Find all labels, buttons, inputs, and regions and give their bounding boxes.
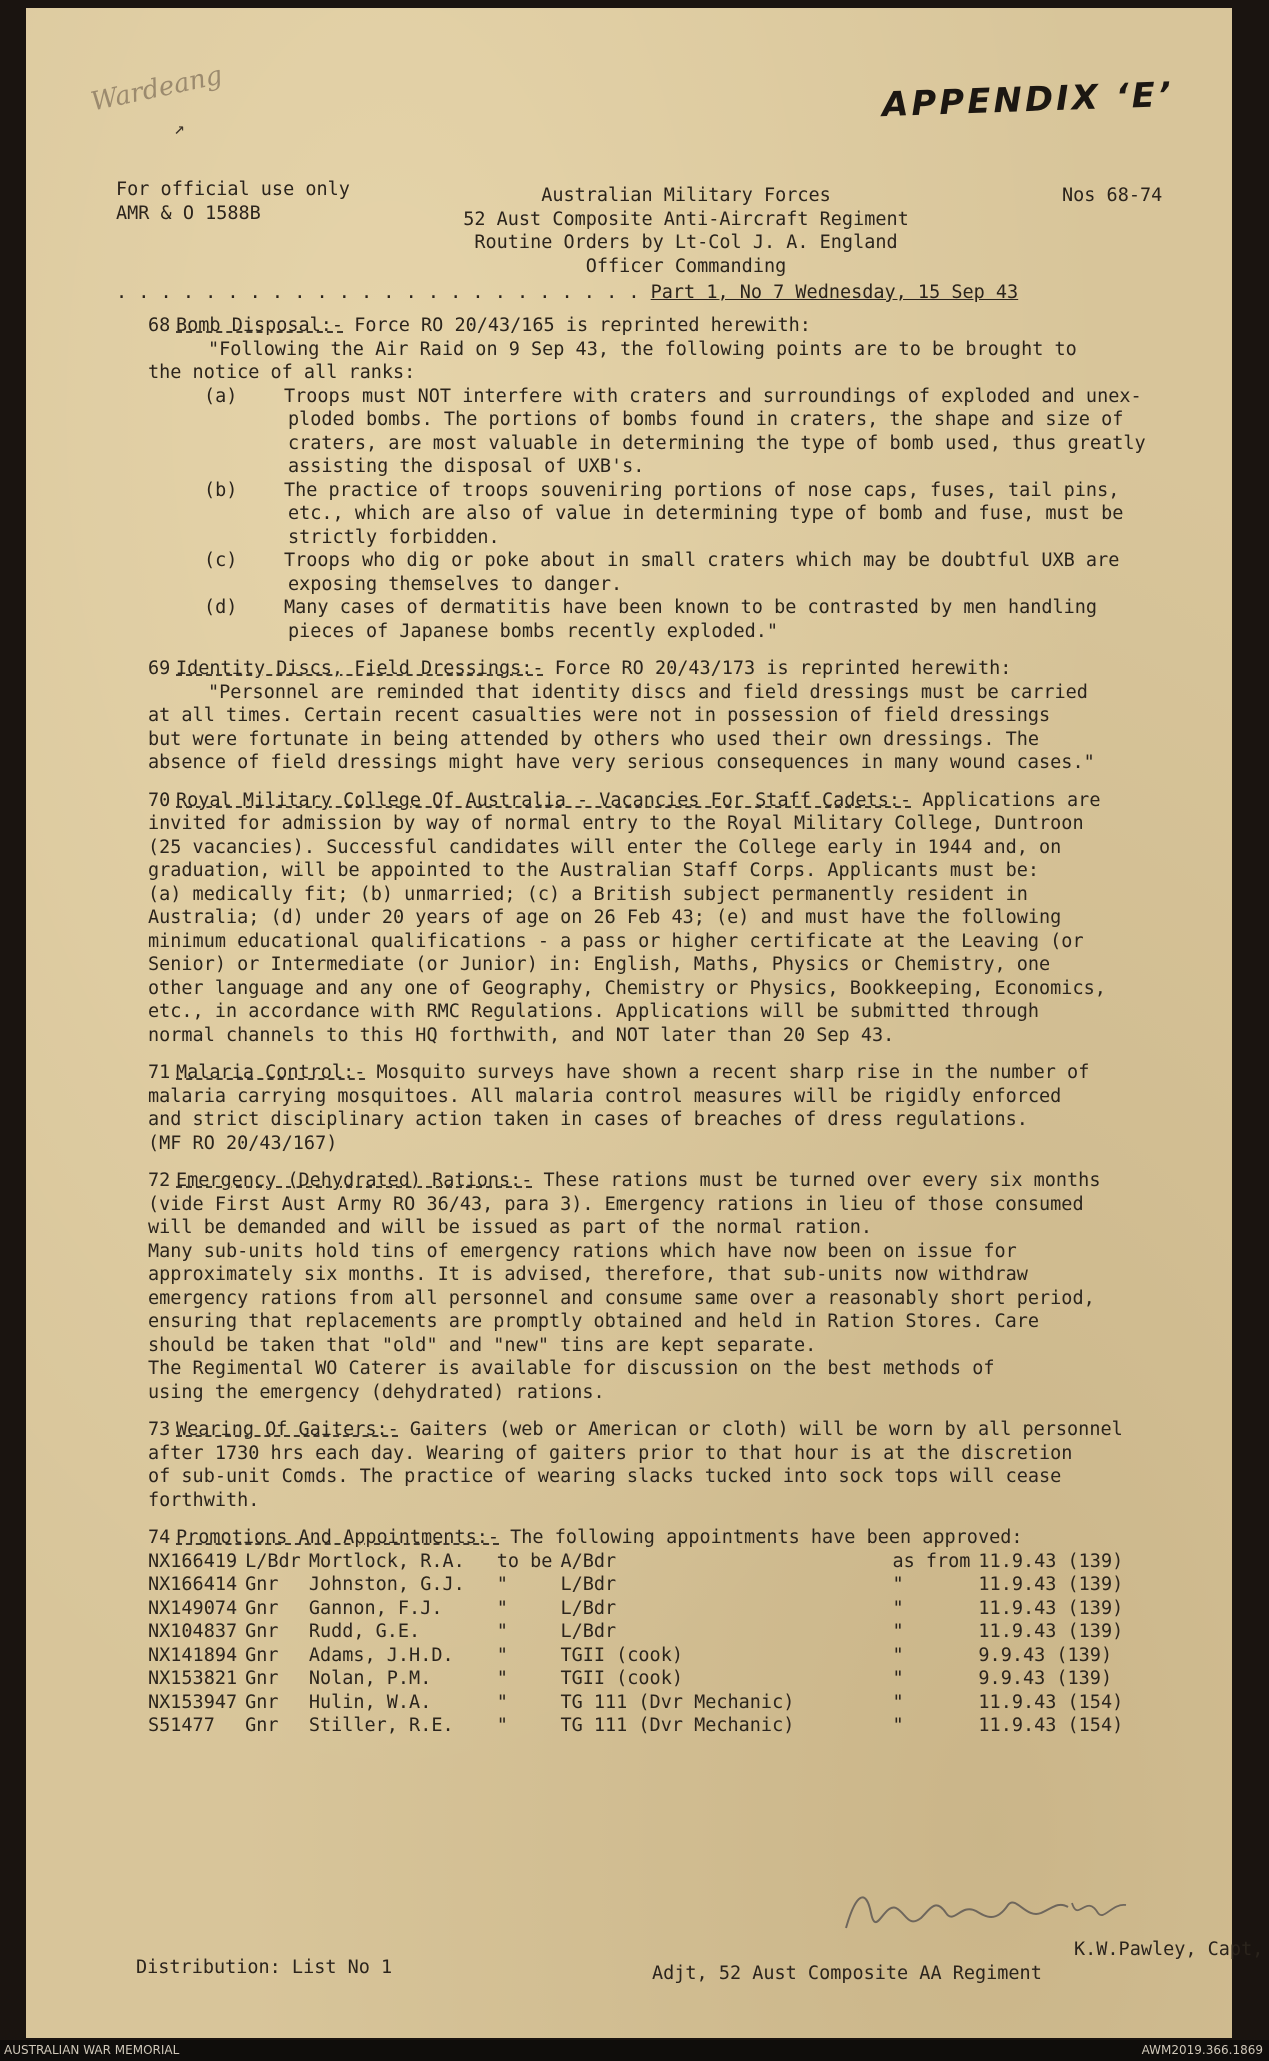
member-name: Johnston, G.J. xyxy=(308,1574,465,1595)
rank: L/Bdr xyxy=(245,1550,301,1572)
item-title: Emergency (Dehydrated) Rations:- xyxy=(176,1170,533,1191)
item-number: 71 xyxy=(148,1062,171,1083)
as-from: " xyxy=(892,1644,904,1666)
item-number: 69 xyxy=(148,658,171,679)
sub-item xyxy=(148,385,1248,409)
text-line: other language and any one of Geography, Chemistry or Physics, Bookkeeping, Economics, xyxy=(148,977,1106,999)
as-from: " xyxy=(892,1715,904,1736)
to-be: " xyxy=(496,1597,508,1619)
form-number: AMR & O 1588B xyxy=(116,202,261,224)
appointment: L/Bdr xyxy=(560,1621,617,1642)
item-intro: Gaiters (web or American or cloth) will be worn by all personnel xyxy=(398,1419,1123,1440)
text-line: (25 vacancies). Successful candidates will enter the College early in 1944 and, on xyxy=(148,836,1062,858)
item-title: Wearing Of Gaiters:- xyxy=(176,1419,399,1440)
text-line: at all times. Certain recent casualties were not in possession of field dressings xyxy=(148,705,1051,726)
effective-date: 11.9.43 (139) xyxy=(978,1597,1124,1619)
text-line: minimum educational qualifications - a pass or higher certificate at the Leaving (or xyxy=(148,930,1084,952)
text-line: should be taken that "old" and "new" tins are kept separate. xyxy=(148,1334,817,1356)
header-line: Routine Orders by Lt-Col J. A. England xyxy=(474,232,898,253)
orders-body xyxy=(148,314,1248,1752)
rank: Gnr xyxy=(245,1715,279,1736)
to-be: " xyxy=(496,1644,508,1666)
member-name: Nolan, P.M. xyxy=(308,1668,432,1689)
appointment: TG 111 (Dvr Mechanic) xyxy=(560,1715,795,1736)
appointment: L/Bdr xyxy=(560,1574,617,1595)
item-number: 70 xyxy=(148,789,171,811)
text-line: The Regimental WO Caterer is available for discussion on the best methods of xyxy=(148,1358,995,1379)
rank: Gnr xyxy=(245,1621,279,1642)
promotion-row xyxy=(148,1714,1131,1738)
distribution-line: Distribution: List No 1 xyxy=(136,1957,393,1978)
signature-title: Adjt, 52 Aust Composite AA Regiment xyxy=(652,1963,1042,1984)
text-line: using the emergency (dehydrated) rations. xyxy=(148,1381,605,1403)
effective-date: 11.9.43 (139) xyxy=(978,1574,1124,1595)
as-from: " xyxy=(892,1597,904,1619)
text-line: etc., which are also of value in determining type of bomb and fuse, must be xyxy=(288,503,1124,524)
appointment: TGII (cook) xyxy=(560,1644,683,1666)
item-number: 73 xyxy=(148,1419,171,1440)
order-item-71 xyxy=(148,1061,1248,1155)
member-name: Hulin, W.A. xyxy=(308,1691,432,1713)
text-line: exposing themselves to danger. xyxy=(288,573,623,595)
text-line: graduation, will be appointed to the Australian Staff Corps. Applicants must be: xyxy=(148,860,1040,881)
sub-item xyxy=(148,549,1248,573)
archive-ref: AWM2019.366.1869 xyxy=(1141,2043,1263,2057)
promotions-table xyxy=(148,1550,1131,1738)
service-number: NX153947 xyxy=(148,1691,238,1713)
as-from: " xyxy=(892,1621,904,1642)
to-be: " xyxy=(496,1691,508,1713)
effective-date: 9.9.43 (139) xyxy=(978,1644,1113,1666)
text-line: Troops who dig or poke about in small craters which may be doubtful UXB are xyxy=(284,550,1120,571)
header-line: Australian Military Forces xyxy=(541,185,831,206)
header-line: Officer Commanding xyxy=(585,255,787,277)
to-be: " xyxy=(496,1715,508,1736)
service-number: NX149074 xyxy=(148,1597,238,1619)
part-line: . . . . . . . . . . . . . . . . . . . . . . . . Part 1, No 7 Wednesday, 15 Sep 43 xyxy=(116,282,1019,303)
order-item-69 xyxy=(148,657,1248,775)
text-line: "Personnel are reminded that identity discs and field dressings must be carried xyxy=(208,681,1088,703)
sub-item xyxy=(148,479,1248,503)
item-title: Bomb Disposal:- xyxy=(176,315,344,336)
appendix-label: APPENDIX ‘E’ xyxy=(881,74,1175,126)
text-line: the notice of all ranks: xyxy=(148,362,416,383)
rank: Gnr xyxy=(245,1574,279,1595)
effective-date: 11.9.43 (139) xyxy=(978,1621,1124,1642)
sub-label: (a) xyxy=(204,385,238,407)
text-line: forthwith. xyxy=(148,1489,260,1511)
item-intro: Force RO 20/43/173 is reprinted herewith: xyxy=(543,658,1012,679)
text-line: Senior) or Intermediate (or Junior) in: English, Maths, Physics or Chemistry, one xyxy=(148,954,1051,975)
order-item-68 xyxy=(148,314,1248,643)
promotion-row xyxy=(148,1573,1131,1597)
to-be: " xyxy=(496,1668,508,1689)
text-line: assisting the disposal of UXB's. xyxy=(288,456,645,477)
promotion-row xyxy=(148,1620,1131,1644)
item-number: 72 xyxy=(148,1170,171,1191)
service-number: NX141894 xyxy=(148,1644,238,1666)
archive-name: AUSTRALIAN WAR MEMORIAL xyxy=(4,2043,180,2057)
signature-name: K.W.Pawley, Capt, xyxy=(1074,1939,1264,1960)
as-from: as from xyxy=(892,1550,971,1572)
corner-mark: ↗ xyxy=(174,118,185,139)
order-item-73 xyxy=(148,1418,1248,1512)
item-intro: Mosquito surveys have shown a recent sharp rise in the number of xyxy=(365,1062,1090,1083)
text-line: craters, are most valuable in determining the type of bomb used, thus greatly xyxy=(288,432,1146,454)
item-title: Royal Military College Of Australia - Vacancies For Staff Cadets:- xyxy=(176,789,912,811)
appointment: A/Bdr xyxy=(560,1550,617,1572)
promotion-row xyxy=(148,1644,1131,1668)
as-from: " xyxy=(892,1668,904,1689)
member-name: Rudd, G.E. xyxy=(308,1621,421,1642)
text-line: but were fortunate in being attended by others who used their own dressings. The xyxy=(148,728,1040,750)
text-line: invited for admission by way of normal entry to the Royal Military College, Duntroon xyxy=(148,813,1084,834)
order-item-74 xyxy=(148,1526,1248,1738)
sub-label: (b) xyxy=(204,479,238,501)
text-line: Troops must NOT interfere with craters and surroundings of exploded and unex- xyxy=(284,385,1142,407)
effective-date: 11.9.43 (154) xyxy=(978,1715,1124,1736)
to-be: to be xyxy=(496,1550,553,1572)
text-line: etc., in accordance with RMC Regulations. Applications will be submitted through xyxy=(148,1001,1040,1022)
promotion-row xyxy=(148,1597,1131,1621)
sub-label: (d) xyxy=(204,597,238,618)
service-number: NX166419 xyxy=(148,1550,238,1572)
member-name: Gannon, F.J. xyxy=(308,1597,443,1619)
item-number: 74 xyxy=(148,1527,171,1548)
member-name: Adams, J.H.D. xyxy=(308,1644,454,1666)
item-title: Malaria Control:- xyxy=(176,1062,366,1083)
effective-date: 11.9.43 (139) xyxy=(978,1550,1124,1572)
text-line: pieces of Japanese bombs recently exploded." xyxy=(288,620,779,642)
rank: Gnr xyxy=(245,1644,279,1666)
appointment: TGII (cook) xyxy=(560,1668,683,1689)
header-left xyxy=(116,178,350,225)
text-line: will be demanded and will be issued as part of the normal ration. xyxy=(148,1217,872,1238)
service-number: S51477 xyxy=(148,1715,215,1736)
item-title: Promotions And Appointments:- xyxy=(176,1527,500,1548)
text-line: (vide First Aust Army RO 36/43, para 3). Emergency rations in lieu of those consumed xyxy=(148,1193,1084,1215)
item-intro: The following appointments have been approved: xyxy=(499,1527,1023,1548)
text-line: (a) medically fit; (b) unmarried; (c) a British subject permanently resident in xyxy=(148,883,1028,905)
archive-strip xyxy=(0,2040,1269,2061)
margin-handwritten-note: Wardeang xyxy=(88,60,225,118)
item-title: Identity Discs, Field Dressings:- xyxy=(176,658,544,679)
rank: Gnr xyxy=(245,1691,279,1713)
header-center xyxy=(406,184,966,278)
text-line: normal channels to this HQ forthwith, and NOT later than 20 Sep 43. xyxy=(148,1024,895,1046)
promotion-row xyxy=(148,1550,1131,1574)
text-line: ensuring that replacements are promptly obtained and held in Ration Stores. Care xyxy=(148,1311,1040,1332)
text-line: The practice of troops souveniring portions of nose caps, fuses, tail pins, xyxy=(284,479,1120,501)
order-numbers: Nos 68-74 xyxy=(1062,185,1163,206)
effective-date: 11.9.43 (154) xyxy=(978,1691,1124,1713)
official-use-label: For official use only xyxy=(116,179,350,200)
handwritten-signature xyxy=(836,1883,1136,1943)
promotion-row xyxy=(148,1691,1131,1715)
header-line: 52 Aust Composite Anti-Aircraft Regiment xyxy=(463,208,909,230)
text-line: (MF RO 20/43/167) xyxy=(148,1132,338,1154)
effective-date: 9.9.43 (139) xyxy=(978,1668,1113,1689)
service-number: NX166414 xyxy=(148,1574,238,1595)
service-number: NX153821 xyxy=(148,1668,238,1689)
rank: Gnr xyxy=(245,1597,279,1619)
appointment: L/Bdr xyxy=(560,1597,617,1619)
item-intro: Applications are xyxy=(911,789,1101,811)
item-intro: These rations must be turned over every six months xyxy=(532,1170,1101,1191)
appointment: TG 111 (Dvr Mechanic) xyxy=(560,1691,795,1713)
text-line: after 1730 hrs each day. Wearing of gaiters prior to that hour is at the discretion xyxy=(148,1442,1073,1464)
text-line: "Following the Air Raid on 9 Sep 43, the following points are to be brought to xyxy=(208,338,1077,360)
as-from: " xyxy=(892,1574,904,1595)
text-line: Many cases of dermatitis have been known to be contrasted by men handling xyxy=(284,597,1098,618)
sub-item xyxy=(148,596,1248,620)
item-intro: Force RO 20/43/165 is reprinted herewith: xyxy=(343,315,811,336)
service-number: NX104837 xyxy=(148,1621,238,1642)
order-item-70 xyxy=(148,789,1248,1048)
sub-label: (c) xyxy=(204,550,238,571)
text-line: Many sub-units hold tins of emergency rations which have now been on issue for xyxy=(148,1240,1017,1262)
member-name: Mortlock, R.A. xyxy=(308,1550,465,1572)
to-be: " xyxy=(496,1621,508,1642)
promotion-row xyxy=(148,1667,1131,1691)
text-line: malaria carrying mosquitoes. All malaria control measures will be rigidly enforced xyxy=(148,1085,1062,1107)
text-line: and strict disciplinary action taken in cases of breaches of dress regulations. xyxy=(148,1109,1028,1130)
as-from: " xyxy=(892,1691,904,1713)
rank: Gnr xyxy=(245,1668,279,1689)
item-number: 68 xyxy=(148,315,171,336)
text-line: absence of field dressings might have very serious consequences in many wound cases." xyxy=(148,752,1095,773)
text-line: of sub-unit Comds. The practice of wearing slacks tucked into sock tops will cease xyxy=(148,1466,1062,1487)
text-line: emergency rations from all personnel and consume same over a reasonably short period, xyxy=(148,1287,1095,1309)
document-page xyxy=(26,8,1264,2038)
part-and-date: Part 1, No 7 Wednesday, 15 Sep 43 xyxy=(650,282,1019,303)
text-line: ploded bombs. The portions of bombs found in craters, the shape and size of xyxy=(288,409,1124,430)
order-item-72 xyxy=(148,1169,1248,1404)
to-be: " xyxy=(496,1574,508,1595)
member-name: Stiller, R.E. xyxy=(308,1715,454,1736)
text-line: strictly forbidden. xyxy=(288,526,500,548)
text-line: Australia; (d) under 20 years of age on 26 Feb 43; (e) and must have the following xyxy=(148,907,1062,928)
text-line: approximately six months. It is advised, therefore, that sub-units now withdraw xyxy=(148,1264,1028,1285)
